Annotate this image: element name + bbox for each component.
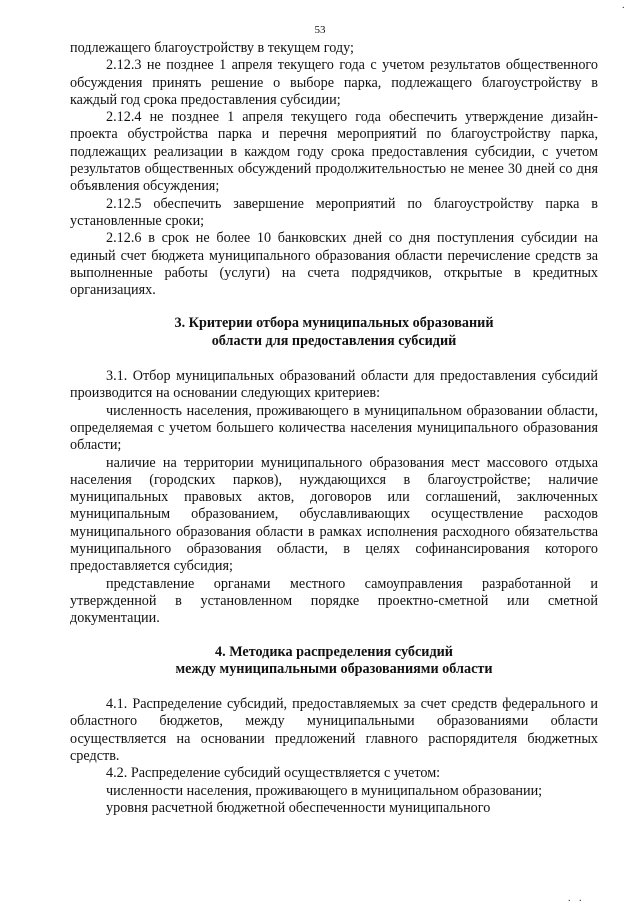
factor-population: численности населения, проживающего в муниципальном образовании; <box>106 782 543 799</box>
spacer <box>70 628 598 644</box>
scan-mark-bottom: . . <box>568 893 585 904</box>
paragraph-3-1: 3.1. Отбор муниципальных образований области для предоставления субсидий производится на основании следующих критериев: <box>70 368 598 402</box>
spacer <box>70 678 598 696</box>
paragraph-2-12-3: 2.12.3 не позднее 1 апреля текущего года с учетом результатов общественного обсуждения принять решение о выборе парка, подлежащего благоустройству в каждый год срока предоставления субсидии; <box>70 57 598 108</box>
section-3-heading-line-2: области для предоставления субсидий <box>211 332 457 349</box>
spacer <box>70 350 598 368</box>
section-4-heading-line-1: 4. Методика распределения субсидий <box>215 643 453 660</box>
paragraph-2-12-6: 2.12.6 в срок не более 10 банковских дней со дня поступления субсидии на единый счет бюджета муниципального образования области перечисление средств за выполненные работы (услуги) на счета подрядчиков, открытые в кредитных организациях. <box>70 230 598 299</box>
paragraph-continued: подлежащего благоустройству в текущем году; <box>70 40 354 56</box>
section-3-heading-line-1: 3. Критерии отбора муниципальных образований <box>174 315 494 332</box>
criterion-population: численность населения, проживающего в муниципальном образовании области, определяемая с учетом большего количества населения муниципального образования области; <box>70 402 598 454</box>
paragraph-4-2: 4.2. Распределение субсидий осуществляется с учетом: <box>106 765 441 782</box>
criterion-documentation: представление органами местного самоуправления разработанной и утвержденной в установленном порядке проектно-сметной или сметной документации. <box>70 575 598 627</box>
scan-mark-top: . <box>622 0 625 11</box>
paragraph-4-1: 4.1. Распределение субсидий, предоставляемых за счет средств федерального и областного бюджетов, между муниципальными образованиями области осуществляется на основании предложений главного распорядителя бюджетных средств. <box>70 696 598 764</box>
paragraph-2-12-5: 2.12.5 обеспечить завершение мероприятий по благоустройству парка в установленные сроки; <box>70 195 598 229</box>
section-4-heading-line-2: между муниципальными образованиями области <box>175 660 493 677</box>
factor-budget-sufficiency: уровня расчетной бюджетной обеспеченности муниципального <box>106 799 491 816</box>
page-number: 53 <box>314 24 326 36</box>
criterion-recreation-places: наличие на территории муниципального образования мест массового отдыха населения (городских парков), нуждающихся в благоустройстве; наличие муниципальных правовых актов, договоров или соглашений, заключенных муниципальным образованием, обуславливающих осуществление расходов муниципального образования области в рамках исполнения расходного обязательства муниципального образования области, в целях софинансирования которого предоставляется субсидия; <box>70 454 598 575</box>
paragraph-2-12-4: 2.12.4 не позднее 1 апреля текущего года обеспечить утверждение дизайн-проекта обустройства парка и перечня мероприятий по благоустройству парка, подлежащих реализации в каждом году срока предоставления субсидии, с учетом результатов общественных обсуждений продолжительностью не менее 30 дней со дня объявления обсуждения; <box>70 109 598 195</box>
document-body <box>70 40 598 817</box>
spacer <box>70 299 598 315</box>
